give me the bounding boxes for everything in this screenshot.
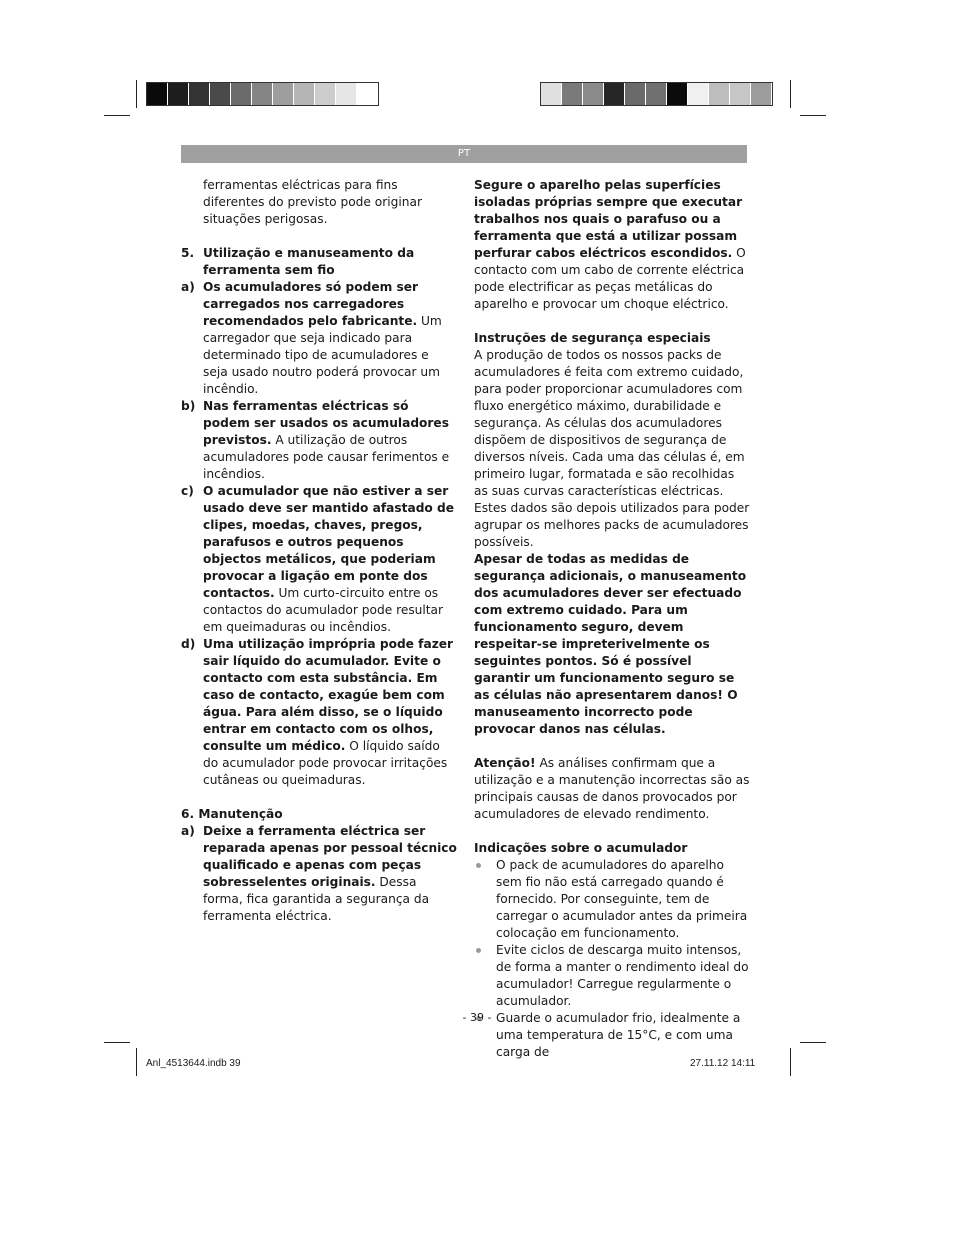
right-column [474, 177, 750, 1061]
item-label: d) [181, 637, 196, 651]
color-swatch [252, 83, 273, 105]
item-text: O líquido saído do acumulador pode provocar irritações cutâneas ou queimaduras. [203, 739, 448, 787]
item-label: a) [181, 280, 195, 294]
color-swatch [583, 83, 604, 105]
color-swatch [604, 83, 625, 105]
footer-date: 27.11.12 14:11 [690, 1058, 756, 1069]
crop-mark [800, 115, 826, 116]
color-swatch [730, 83, 751, 105]
paragraph-bold: Apesar de todas as medidas de segurança adicionais, o manuseamento dos acumuladores dever ser efectuado com extremo cuidado. Para um funcionamento seguro, devem respeitar-se impreterivelmente os seguintes pontos. Só é possível garantir um funcionamento seguro se as células não apresentarem danos! O manuseamento incorrecto pode provocar danos nas células. [474, 552, 747, 736]
section-5-heading [181, 245, 457, 279]
color-swatch [273, 83, 294, 105]
list-item [181, 279, 457, 398]
color-swatch [231, 83, 252, 105]
subheading: Instruções de segurança especiais [474, 331, 711, 345]
color-swatch [357, 83, 378, 105]
paragraph [474, 755, 750, 823]
bullet-item [474, 857, 750, 942]
color-bar-left [146, 82, 379, 106]
item-text: Um carregador que seja indicado para determinado tipo de acumuladores e seja usado noutro poderá provocar um incêndio. [203, 314, 442, 396]
color-swatch [688, 83, 709, 105]
crop-mark [790, 1048, 791, 1076]
color-swatch [646, 83, 667, 105]
footer-filename: Anl_4513644.indb 39 [146, 1058, 241, 1069]
paragraph: A produção de todos os nossos packs de acumuladores é feita com extremo cuidado, para poder proporcionar acumuladores com fluxo energético máximo, durabilidade e segurança. As células dos acumuladores dispõem de dispositivos de segurança de diversos níveis. Cada uma das células é, em primeiro lugar, formatada e são recolhidas as suas curvas características eléctricas. Estes dados são depois utilizados para poder agrupar os melhores packs de acumuladores possíveis. [474, 348, 750, 549]
crop-mark [104, 1042, 130, 1043]
paragraph [474, 177, 750, 313]
item-bold-text: Os acumuladores só podem ser carregados nos carregadores recomendados pelo fabricante. [203, 280, 419, 328]
color-swatch [709, 83, 730, 105]
language-header: PT [181, 145, 747, 163]
crop-mark [790, 80, 791, 108]
list-item [181, 398, 457, 483]
color-bar-right [540, 82, 773, 106]
section-number: 5. [181, 246, 195, 260]
color-swatch [562, 83, 583, 105]
subheading: Indicações sobre o acumulador [474, 841, 688, 855]
color-swatch [189, 83, 210, 105]
color-swatch [315, 83, 336, 105]
item-bold-text: Deixe a ferramenta eléctrica ser reparada apenas por pessoal técnico qualificado e apenas com peças sobresselentes originais. [203, 824, 457, 889]
text: O contacto com um cabo de corrente eléctrica pode electrificar as peças metálicas do aparelho e provocar um choque eléctrico. [474, 246, 746, 311]
color-swatch [168, 83, 189, 105]
bullet-dot-icon [476, 948, 481, 953]
section-title: Utilização e manuseamento da ferramenta sem fio [203, 246, 415, 277]
section-6-heading: 6. Manutenção [181, 807, 283, 821]
color-swatch [336, 83, 357, 105]
list-item [181, 823, 457, 925]
color-swatch [210, 83, 231, 105]
bold-text: Segure o aparelho pelas superfícies isoladas próprias sempre que executar trabalhos nos quais o parafuso ou a ferramenta que está a utilizar possam perfurar cabos eléctricos escondidos. [474, 178, 743, 260]
bullet-text: Evite ciclos de descarga muito intensos, de forma a manter o rendimento ideal do acumulador! Carregue regularmente o acumulador. [496, 943, 749, 1008]
bullet-text: O pack de acumuladores do aparelho sem fio não está carregado quando é fornecido. Por conseguinte, tem de carregar o acumulador antes da primeira colocação em funcionamento. [496, 858, 748, 940]
item-bold-text: Nas ferramentas eléctricas só podem ser usados os acumuladores previstos. [203, 399, 449, 447]
list-item [181, 483, 457, 636]
crop-mark [136, 1048, 137, 1076]
item-label: b) [181, 399, 196, 413]
page-number: - 39 - [462, 1011, 492, 1024]
item-label: a) [181, 824, 195, 838]
color-swatch [625, 83, 646, 105]
color-swatch [147, 83, 168, 105]
item-text: Um curto-circuito entre os contactos do acumulador pode resultar em queimaduras ou incêndios. [203, 586, 444, 634]
crop-mark [800, 1042, 826, 1043]
color-swatch [541, 83, 562, 105]
bullet-dot-icon [476, 863, 481, 868]
color-swatch [667, 83, 688, 105]
item-bold-text: Uma utilização imprópria pode fazer sair líquido do acumulador. Evite o contacto com esta substância. Em caso de contacto, exagúe bem com água. Para além disso, se o líquido entrar em contacto com os olhos, consulte um médico. [203, 637, 454, 753]
list-item [181, 636, 457, 789]
color-swatch [751, 83, 772, 105]
bullet-item [474, 942, 750, 1010]
bold-text: Atenção! [474, 756, 536, 770]
crop-mark [136, 80, 137, 108]
item-text: A utilização de outros acumuladores pode causar ferimentos e incêndios. [203, 433, 450, 481]
item-label: c) [181, 484, 194, 498]
intro-text: ferramentas eléctricas para fins diferentes do previsto pode originar situações perigosas. [203, 178, 422, 226]
item-bold-text: O acumulador que não estiver a ser usado deve ser mantido afastado de clipes, moedas, chaves, pregos, parafusos e outros pequenos objectos metálicos, que poderiam provocar a ligação em ponte dos contactos. [203, 484, 455, 600]
item-text: Dessa forma, fica garantida a segurança da ferramenta eléctrica. [203, 875, 430, 923]
text: As análises confirmam que a utilização e a manutenção incorrectas são as principais causas de danos provocados por acumuladores de elevado rendimento. [474, 756, 750, 821]
bullet-text: Guarde o acumulador frio, idealmente a uma temperatura de 15°C, e com uma carga de [496, 1011, 741, 1059]
left-column [181, 177, 457, 925]
crop-mark [104, 115, 130, 116]
color-swatch [294, 83, 315, 105]
